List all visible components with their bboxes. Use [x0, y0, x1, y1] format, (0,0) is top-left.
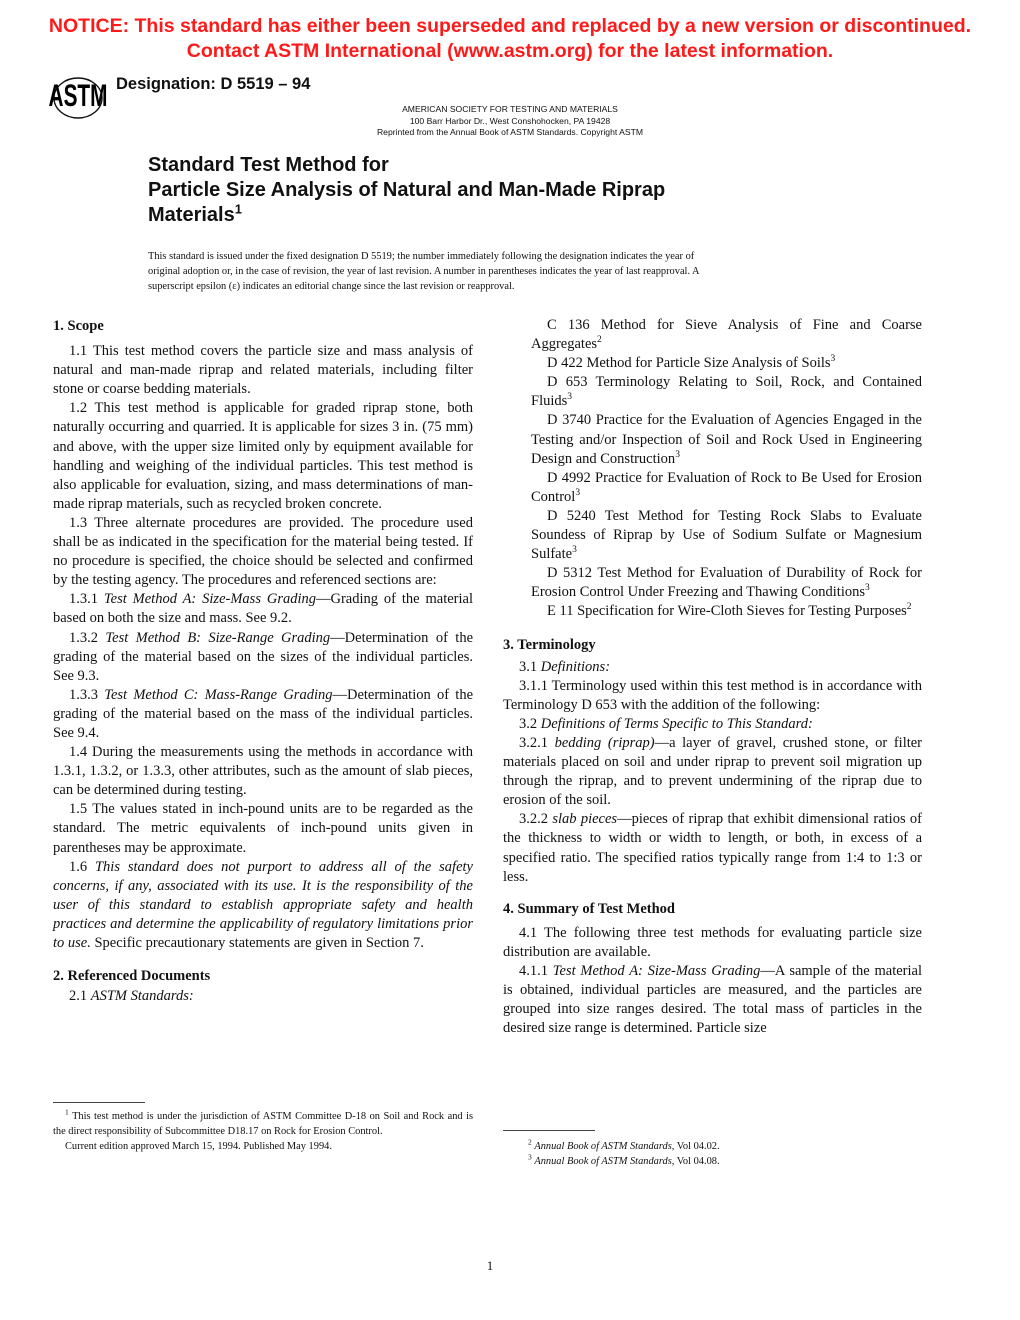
reference-item: D 3740 Practice for the Evaluation of Agencies Engaged in the Testing and/or Inspection of Soil and Rock Used in Engineering Design and Construction$^3$ — [531, 412, 922, 467]
reference-item: D 422 Method for Particle Size Analysis of Soils$^3$ — [547, 354, 836, 372]
para-1-2: 1.2 This test method is applicable for graded riprap stone, both naturally occurring and quarried. It is applicable for sizes 3 in. (75 mm) and above, with the upper size limited only by equipment available for handling and weighing of the individual particles. This test method is also applicable for evaluation, sizing, and mass determinations of man-made riprap materials, such as recycled broken concrete. — [53, 400, 473, 512]
para-3-1-1: 3.1.1 Terminology used within this test method is in accordance with Terminology D 653 with the addition of the following: — [503, 677, 922, 713]
society-info — [330, 104, 690, 139]
para-1-3-2: 1.3.2 Test Method B: Size-Range Grading—Determination of the grading of the material based on the sizes of the individual particles. See 9.3. — [53, 629, 474, 684]
left-column — [53, 317, 473, 1006]
para-1-3-1: 1.3.1 Test Method A: Size-Mass Grading—Grading of the material based on both the size and mass. See 9.2. — [53, 591, 474, 627]
issued-line-3: superscript epsilon (ε) indicates an editorial change since the last revision or reapproval. — [148, 281, 515, 293]
title-footnote-mark: 1 — [234, 201, 242, 217]
footnote-2: $^2$ Annual Book of ASTM Standards, Vol 04.02. — [528, 1137, 720, 1152]
section-4-heading: 4. Summary of Test Method — [503, 900, 675, 917]
footnote-3: $^3$ Annual Book of ASTM Standards, Vol 04.08. — [528, 1152, 720, 1168]
para-3-1: 3.1 Definitions: — [519, 658, 611, 675]
society-name: AMERICAN SOCIETY FOR TESTING AND MATERIALS — [402, 104, 618, 114]
astm-logo-icon — [48, 76, 108, 120]
footnote-rule-right — [503, 1130, 595, 1131]
para-3-2: 3.2 Definitions of Terms Specific to This Standard: — [519, 715, 813, 732]
para-2-1: 2.1 ASTM Standards: — [69, 988, 194, 1005]
notice-banner — [0, 14, 1020, 64]
para-1-3-3: 1.3.3 Test Method C: Mass-Range Grading—Determination of the grading of the material based on the mass of the individual particles. See 9.4. — [53, 686, 474, 741]
reference-item: D 5240 Test Method for Testing Rock Slabs to Evaluate Soundess of Riprap by Use of Sodium Sulfate or Magnesium Sulfate$^3$ — [531, 507, 922, 563]
footnote-1: $^1$ This test method is under the jurisdiction of ASTM Committee D-18 on Soil and Rock and is the direct responsibility of Subcommittee D18.17 on Rock for Erosion Control. — [53, 1107, 473, 1138]
issued-note — [148, 249, 838, 295]
para-3-2-2: 3.2.2 slab pieces—pieces of riprap that exhibit dimensional ratios of the thickness to width or width to length, or both, in excess of a specified ratio. The specified ratios typically range from 1:4 to 1:3 or less. — [503, 811, 923, 885]
title-line-3 — [148, 203, 665, 228]
notice-line-2: Contact ASTM International (www.astm.org) for the latest information. — [186, 40, 834, 62]
reference-item: E 11 Specification for Wire-Cloth Sieves for Testing Purposes$^2$ — [547, 602, 912, 620]
society-address: 100 Barr Harbor Dr., West Conshohocken, PA 19428 — [409, 115, 611, 126]
para-1-5: 1.5 The values stated in inch-pound units are to be regarded as the standard. The metric equivalents of inch-pound units given in parentheses may be approximate. — [53, 801, 473, 856]
footnote-1-approved: Current edition approved March 15, 1994. Published May 1994. — [65, 1141, 332, 1153]
reference-item: D 653 Terminology Relating to Soil, Rock, and Contained Fluids$^3$ — [531, 374, 922, 410]
footnotes-right — [516, 1139, 916, 1169]
right-column — [503, 317, 922, 1038]
issued-line-2: original adoption or, in the case of revision, the year of last revision. A number in parentheses indicates the year of last reapproval. A — [148, 266, 700, 278]
designation: Designation: D 5519 – 94 — [116, 75, 311, 93]
footnote-rule-left — [53, 1102, 145, 1103]
para-1-3: 1.3 Three alternate procedures are provided. The procedure used shall be as indicated in the specification for the material being tested. If no procedure is specified, the choice should be selected and confirmed by the testing agency. The procedures and referenced sections are: — [53, 514, 473, 589]
para-1-6: 1.6 This standard does not purport to address all of the safety concerns, if any, associated with its use. It is the responsibility of the user of this standard to establish appropriate safety and health practices and determine the applicability of regulatory limitations prior to use. Specific precautionary statements are given in Section 7. — [53, 858, 473, 951]
para-4-1-1: 4.1.1 Test Method A: Size-Mass Grading—A sample of the material is obtained, individual particles are measured, and the particles are grouped into size ranges desired. The total mass of particles in the desired size range is determined. Particle size — [503, 963, 923, 1037]
section-2-heading: 2. Referenced Documents — [53, 968, 211, 985]
astm-logo-text: ASTM — [48, 77, 108, 114]
reference-item: C 136 Method for Sieve Analysis of Fine and Coarse Aggregates$^2$ — [531, 317, 922, 353]
reference-list — [503, 316, 922, 622]
reference-item: D 4992 Practice for Evaluation of Rock to Be Used for Erosion Control$^3$ — [531, 469, 922, 505]
issued-line-1: This standard is issued under the fixed designation D 5519; the number immediately following the designation indicates the year of — [148, 251, 695, 262]
para-4-1: 4.1 The following three test methods for evaluating particle size distribution are available. — [503, 924, 922, 960]
para-3-2-1: 3.2.1 bedding (riprap)—a layer of gravel, crushed stone, or filter materials placed on soil and under riprap to prevent soil migration up through the riprap, and to prevent undermining of the riprap due to erosion of the soil. — [503, 734, 923, 809]
reprint-note: Reprinted from the Annual Book of ASTM Standards. Copyright ASTM — [376, 127, 644, 137]
footnotes-left — [53, 1109, 473, 1155]
page-number: 1 — [486, 1258, 494, 1273]
para-1-1: 1.1 This test method covers the particle size and mass analysis of natural and man-made riprap and related materials, including filter stone or coarse bedding materials. — [53, 343, 473, 398]
section-1-heading: 1. Scope — [53, 318, 104, 334]
title-line-3-text: Materials — [148, 204, 235, 226]
title-line-1: Standard Test Method for — [148, 154, 389, 176]
page-title — [148, 153, 665, 228]
para-1-4: 1.4 During the measurements using the methods in accordance with 1.3.1, 1.3.2, or 1.3.3, other attributes, such as the amount of slab pieces, can be determined during testing. — [53, 744, 473, 799]
reference-item: D 5312 Test Method for Evaluation of Durability of Rock for Erosion Control Under Freezing and Thawing Conditions$^3$ — [531, 565, 922, 601]
title-line-2: Particle Size Analysis of Natural and Man-Made Riprap — [148, 179, 666, 201]
notice-line-1: NOTICE: This standard has either been superseded and replaced by a new version or discontinued. — [48, 15, 972, 37]
section-3-heading: 3. Terminology — [503, 636, 596, 653]
